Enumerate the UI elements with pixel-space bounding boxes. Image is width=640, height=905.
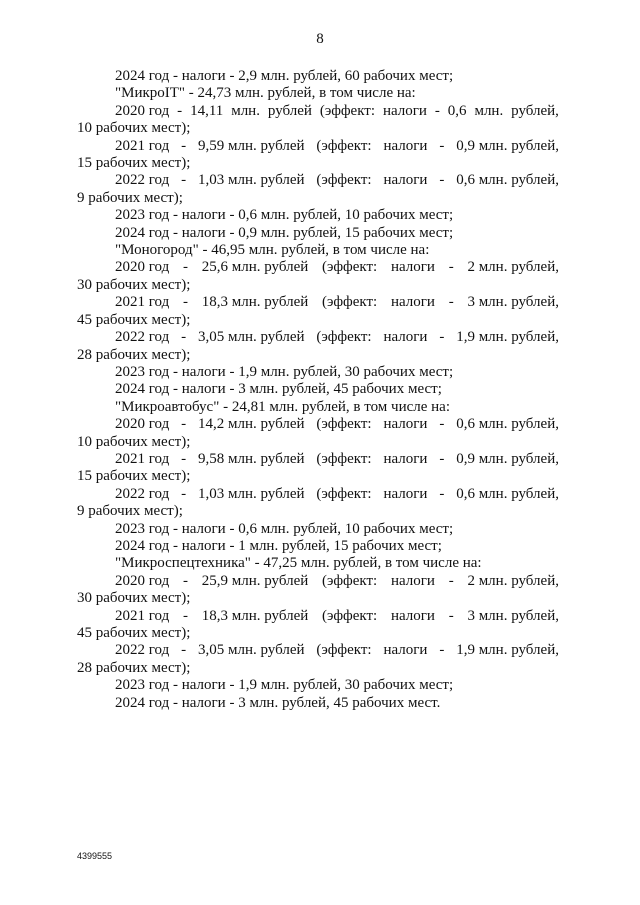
text-line: [77, 103, 559, 120]
text-token: -: [177, 102, 183, 119]
text-token: 2020 год: [115, 572, 170, 589]
text-token: -: [448, 294, 454, 311]
text-token: -: [434, 102, 440, 119]
text-line: 2024 год - налоги - 3 млн. рублей, 45 рабочих мест.: [115, 694, 441, 711]
text-line: "Микроспецтехника" - 47,25 млн. рублей, в том числе на:: [115, 555, 482, 572]
text-token: 0,6 млн. рублей,: [456, 172, 559, 189]
text-token: 2020 год: [115, 416, 170, 433]
text-line: 2024 год - налоги - 2,9 млн. рублей, 60 рабочих мест;: [115, 68, 454, 84]
text-token: 1,03 млн. рублей: [197, 485, 305, 502]
text-line: 10 рабочих мест);: [77, 120, 191, 137]
text-token: налоги: [383, 642, 428, 659]
text-token: (эффект:: [316, 485, 372, 502]
text-token: -: [439, 172, 445, 189]
text-token: млн.: [474, 102, 504, 119]
text-token: 2020 год: [115, 102, 170, 119]
text-token: 2 млн. рублей,: [467, 259, 559, 276]
text-token: 2021 год: [115, 137, 170, 154]
text-token: -: [439, 642, 445, 659]
text-token: (эффект:: [316, 642, 372, 659]
text-line: 2023 год - налоги - 0,6 млн. рублей, 10 рабочих мест;: [115, 207, 454, 224]
text-token: 2022 год: [115, 485, 170, 502]
text-line: [77, 259, 559, 276]
text-token: (эффект:: [322, 572, 378, 589]
text-line: [77, 642, 559, 659]
text-token: налоги: [382, 102, 427, 119]
text-line: [77, 573, 559, 590]
text-token: (эффект:: [322, 607, 378, 624]
text-token: 3 млн. рублей,: [467, 294, 559, 311]
text-line: 28 рабочих мест);: [77, 659, 191, 676]
text-token: 0,9 млн. рублей,: [456, 450, 559, 467]
text-line: 2023 год - налоги - 1,9 млн. рублей, 30 рабочих мест;: [115, 677, 454, 694]
text-line: 28 рабочих мест);: [77, 346, 191, 363]
text-token: (эффект:: [316, 450, 372, 467]
text-token: (эффект:: [319, 102, 376, 119]
text-token: 14,2 млн. рублей: [197, 416, 305, 433]
text-token: налоги: [390, 572, 435, 589]
text-token: 2 млн. рублей,: [467, 572, 559, 589]
text-line: 10 рабочих мест);: [77, 433, 191, 450]
text-token: 2022 год: [115, 642, 170, 659]
text-token: 3,05 млн. рублей: [197, 329, 305, 346]
text-line: 45 рабочих мест);: [77, 625, 191, 641]
text-token: 2021 год: [115, 294, 170, 311]
text-token: (эффект:: [316, 137, 372, 154]
text-line: "Моногород" - 46,95 млн. рублей, в том числе на:: [115, 242, 430, 259]
text-token: млн.: [231, 102, 260, 119]
text-line: "МикроIT" - 24,73 млн. рублей, в том числе на:: [115, 85, 416, 102]
text-token: 1,03 млн. рублей: [197, 172, 305, 189]
text-line: [77, 172, 559, 189]
text-token: 0,9 млн. рублей,: [456, 137, 559, 154]
text-token: налоги: [390, 259, 435, 276]
text-token: рублей: [267, 102, 312, 119]
text-line: 2024 год - налоги - 0,9 млн. рублей, 15 рабочих мест;: [115, 224, 454, 241]
text-token: налоги: [390, 607, 435, 624]
text-token: 0,6 млн. рублей,: [456, 485, 559, 502]
text-token: (эффект:: [322, 294, 378, 311]
text-token: рублей,: [511, 102, 559, 119]
text-token: 0,6: [447, 102, 467, 119]
text-token: (эффект:: [316, 329, 372, 346]
document-code: 4399555: [77, 851, 113, 861]
text-token: -: [182, 572, 188, 589]
text-token: -: [439, 416, 445, 433]
text-line: [77, 608, 559, 625]
text-line: [77, 329, 559, 346]
text-line: [77, 451, 559, 468]
text-token: 25,6 млн. рублей: [201, 259, 309, 276]
text-token: налоги: [383, 450, 428, 467]
text-token: налоги: [383, 172, 428, 189]
text-line: "Микроавтобус" - 24,81 млн. рублей, в том числе на:: [115, 398, 450, 415]
text-token: -: [181, 485, 187, 502]
text-line: [77, 416, 559, 433]
text-token: -: [181, 450, 187, 467]
text-line: 2024 год - налоги - 1 млн. рублей, 15 рабочих мест;: [115, 537, 442, 554]
text-token: 18,3 млн. рублей: [201, 294, 309, 311]
text-line: 15 рабочих мест);: [77, 155, 191, 172]
text-token: -: [181, 137, 187, 154]
text-token: 1,9 млн. рублей,: [456, 642, 559, 659]
text-token: 2022 год: [115, 172, 170, 189]
text-token: (эффект:: [316, 172, 372, 189]
text-token: -: [439, 450, 445, 467]
text-token: -: [448, 259, 454, 276]
text-token: 18,3 млн. рублей: [201, 607, 309, 624]
text-line: 9 рабочих мест);: [77, 189, 183, 206]
text-token: 14,11: [190, 102, 224, 119]
text-token: налоги: [383, 329, 428, 346]
text-token: 9,59 млн. рублей: [197, 137, 305, 154]
text-line: 2023 год - налоги - 1,9 млн. рублей, 30 рабочих мест;: [115, 363, 454, 380]
text-token: -: [182, 259, 188, 276]
text-token: 2021 год: [115, 607, 170, 624]
text-token: -: [439, 329, 445, 346]
text-token: -: [439, 485, 445, 502]
text-token: 3 млн. рублей,: [467, 607, 559, 624]
text-token: (эффект:: [322, 259, 378, 276]
text-token: 2022 год: [115, 329, 170, 346]
text-line: [77, 294, 559, 311]
text-token: 1,9 млн. рублей,: [456, 329, 559, 346]
text-line: [77, 138, 559, 155]
text-token: -: [181, 642, 187, 659]
text-token: -: [448, 607, 454, 624]
text-line: 15 рабочих мест);: [77, 468, 191, 485]
text-token: (эффект:: [316, 416, 372, 433]
text-line: [77, 486, 559, 503]
text-token: -: [182, 607, 188, 624]
text-token: 3,05 млн. рублей: [197, 642, 305, 659]
document-body: [77, 68, 559, 712]
text-line: 2024 год - налоги - 3 млн. рублей, 45 рабочих мест;: [115, 381, 442, 398]
text-token: 25,9 млн. рублей: [201, 572, 309, 589]
text-token: налоги: [390, 294, 435, 311]
text-token: 9,58 млн. рублей: [197, 450, 305, 467]
text-line: 30 рабочих мест);: [77, 276, 191, 293]
text-line: 30 рабочих мест);: [77, 590, 191, 607]
text-token: -: [181, 329, 187, 346]
text-line: 45 рабочих мест);: [77, 311, 191, 328]
text-line: 2023 год - налоги - 0,6 млн. рублей, 10 рабочих мест;: [115, 520, 454, 537]
text-token: налоги: [383, 485, 428, 502]
text-token: -: [182, 294, 188, 311]
text-token: -: [448, 572, 454, 589]
text-token: -: [181, 416, 187, 433]
text-token: налоги: [383, 416, 428, 433]
text-token: 2020 год: [115, 259, 170, 276]
text-token: 2021 год: [115, 450, 170, 467]
page-number: 8: [316, 31, 324, 47]
text-line: 9 рабочих мест);: [77, 503, 183, 520]
text-token: -: [439, 137, 445, 154]
text-token: 0,6 млн. рублей,: [456, 416, 559, 433]
text-token: -: [181, 172, 187, 189]
text-token: налоги: [383, 137, 428, 154]
